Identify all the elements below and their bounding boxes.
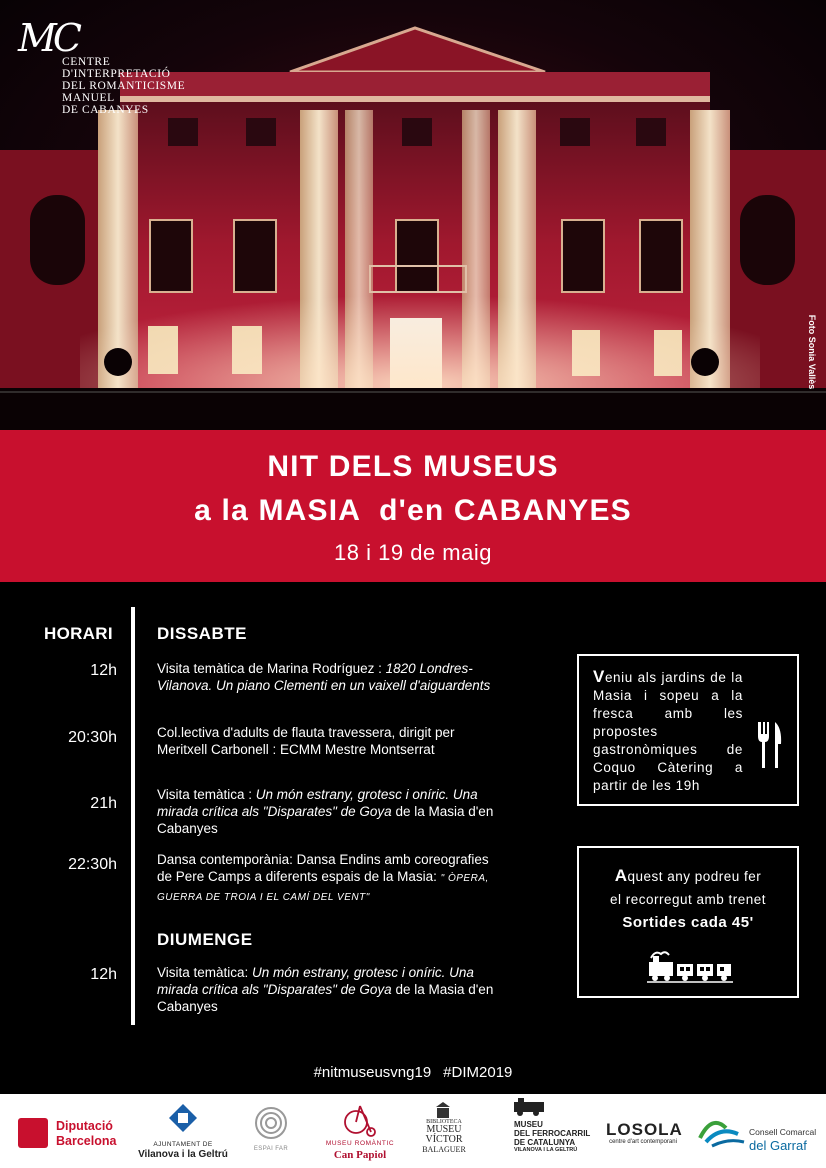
logo-text (62, 56, 218, 116)
diputacio-line1: Diputació (56, 1119, 113, 1133)
train-info-line2: el recorregut amb trenet (609, 892, 767, 907)
event-time: 22:30h (68, 856, 117, 873)
day-heading-dissabte: DISSABTE (157, 624, 247, 643)
event-time: 12h (90, 966, 117, 983)
espai-far-logo (248, 1094, 294, 1168)
diputacio-shield-icon (18, 1118, 48, 1148)
ajuntament-logo (138, 1094, 228, 1168)
event-desc-italic: 1820 Londres-Vilanova. Un piano Clementi en un vaixell d'aiguardents (157, 661, 491, 693)
ferrocarril-text (514, 1120, 590, 1154)
train-info-line1 (579, 866, 797, 886)
hashtags (0, 1064, 826, 1081)
event-description (157, 786, 497, 837)
espai-far-rings-icon (254, 1106, 288, 1140)
event-desc-tail: de la Masia d'en Cabanyes (157, 804, 494, 836)
biblioteca-line: VÍCTOR (425, 1134, 463, 1145)
event-desc-plain: Visita temàtica de Marina Rodríguez : (157, 661, 386, 676)
hashtag: #DIM2019 (443, 1064, 513, 1081)
train-info-initial: A (614, 866, 628, 885)
cabanyes-logo (18, 18, 218, 116)
garraf-line2: del Garraf (749, 1138, 807, 1153)
hero-photo (0, 0, 826, 430)
event-desc-plain: Visita temàtica: (157, 965, 253, 980)
ferrocarril-line: DEL FERROCARRIL (514, 1129, 591, 1138)
event-desc-plain: Col.lectiva d'adults de flauta travessera, dirigit per Meritxell Carbonell : ECMM Mestre Montserrat (157, 725, 455, 757)
bicycle-icon (344, 1102, 376, 1138)
locomotive-icon (514, 1098, 544, 1116)
losola-name: LOSOLA (606, 1120, 683, 1139)
garraf-wave-icon (698, 1108, 746, 1148)
event-description (157, 964, 497, 1015)
event-description (157, 660, 497, 694)
event-desc-plain: Dansa contemporània: Dansa Endins amb coreografies de Pere Camps a diferents espais de la Masia: (157, 852, 489, 884)
event-time: 20:30h (68, 729, 117, 746)
cutlery-icon (756, 722, 782, 768)
train-info-box (577, 846, 799, 998)
logo-line: DE CABANYES (62, 104, 149, 116)
ferrocarril-line: MUSEU (514, 1120, 543, 1129)
food-info-text (593, 668, 743, 795)
logo-line: D'INTERPRETACIÓ (62, 68, 171, 80)
losola-logo (606, 1094, 683, 1168)
museu-romantic-line1: MUSEU ROMÀNTIC (325, 1140, 395, 1147)
ajuntament-line1: AJUNTAMENT DE (153, 1141, 213, 1148)
garraf-logo (696, 1094, 820, 1168)
event-description (157, 724, 497, 758)
museu-romantic-logo (322, 1094, 398, 1168)
hashtag: #nitmuseusvng19 (313, 1064, 432, 1081)
title-band (0, 430, 826, 582)
biblioteca-line: BIBLIOTECA (426, 1119, 462, 1125)
logo-mark: MC (18, 16, 78, 60)
biblioteca-logo (414, 1094, 474, 1168)
event-desc-small: " ÒPERA, GUERRA DE TROIA I EL CAMÍ DEL VENT" (157, 873, 489, 903)
ferrocarril-logo (514, 1094, 594, 1168)
horari-heading: HORARI (44, 624, 113, 643)
ajuntament-line2: Vilanova i la Geltrú (138, 1149, 228, 1160)
sponsor-footer (0, 1094, 826, 1168)
event-desc-plain: Visita temàtica : (157, 787, 256, 802)
museu-romantic-line2: Can Papiol (333, 1149, 387, 1161)
espai-far-label: ESPAI FAR (253, 1146, 289, 1152)
food-info-initial: V (593, 667, 605, 686)
event-venue: a la MASIA d'en CABANYES (194, 494, 632, 527)
photo-credit-text: Foto Sonia Vallès (807, 314, 817, 390)
diputacio-line2: Barcelona (56, 1134, 117, 1148)
ferrocarril-line: DE CATALUNYA (514, 1138, 576, 1147)
schedule-divider (131, 607, 135, 1025)
train-info-line1-rest: quest any podreu fer (627, 869, 762, 884)
biblioteca-line: BALAGUER (422, 1145, 466, 1154)
event-date: 18 i 19 de maig (334, 540, 492, 565)
ferrocarril-line: VILANOVA I LA GELTRÚ (514, 1147, 578, 1153)
event-time: 21h (90, 795, 117, 812)
biblioteca-line: MUSEU (426, 1124, 462, 1135)
photo-credit (802, 292, 822, 412)
garraf-line1: Consell Comarcal (749, 1127, 817, 1137)
logo-line: MANUEL (62, 92, 115, 104)
event-desc-italic: Un món estrany, grotesc i oníric. Una mirada crítica als "Disparates" de Goya (157, 965, 474, 997)
train-info-line3: Sortides cada 45' (622, 914, 754, 931)
event-desc-tail: de la Masia d'en Cabanyes (157, 982, 494, 1014)
train-icon (647, 950, 733, 984)
biblioteca-text (414, 1119, 474, 1154)
logo-line: CENTRE (62, 56, 111, 68)
ajuntament-emblem-icon (169, 1104, 197, 1136)
biblioteca-building-icon (436, 1102, 450, 1118)
event-desc-italic: Un món estrany, grotesc i oníric. Una mirada crítica als "Disparates" de Goya (157, 787, 478, 819)
event-title: NIT DELS MUSEUS (267, 450, 559, 483)
event-description (157, 851, 497, 906)
food-info-body: eniu als jardins de la Masia i sopeu a la fresca amb les propostes gastronòmiques de Coquo Càtering a partir de les 19h (593, 670, 743, 793)
losola-subtitle: centre d'art contemporani (609, 1139, 677, 1145)
day-heading-diumenge: DIUMENGE (157, 930, 253, 949)
logo-line: DEL ROMANTICISME (62, 80, 186, 92)
food-info-box (577, 654, 799, 806)
event-time: 12h (90, 662, 117, 679)
